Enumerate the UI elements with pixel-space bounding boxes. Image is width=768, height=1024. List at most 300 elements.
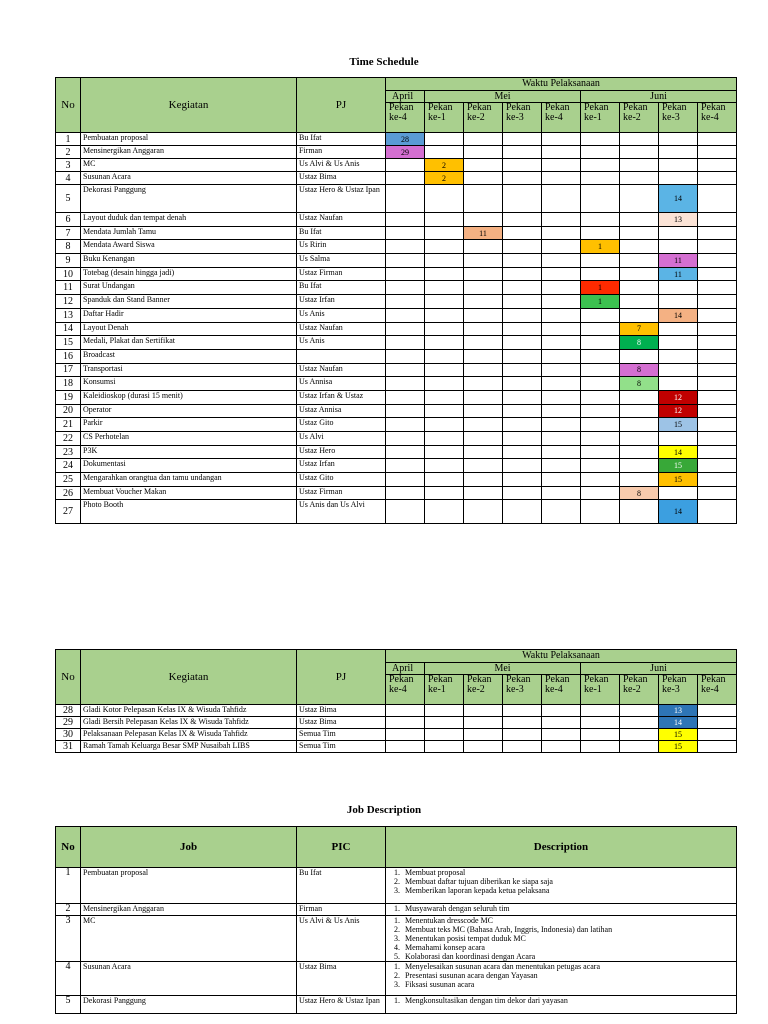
- schedule-empty-cell: [425, 267, 464, 281]
- week-header: Pekan ke-1: [425, 675, 464, 705]
- kegiatan-cell: Transportasi: [81, 363, 297, 377]
- schedule-empty-cell: [581, 133, 620, 146]
- pj-cell: Ustaz Irfan & Ustaz: [297, 390, 386, 404]
- schedule-empty-cell: [698, 336, 737, 350]
- schedule-empty-cell: [503, 500, 542, 524]
- kegiatan-cell: Parkir: [81, 418, 297, 432]
- schedule-empty-cell: [386, 473, 425, 487]
- schedule-empty-cell: [698, 185, 737, 213]
- schedule-empty-cell: [542, 717, 581, 729]
- schedule-row: [56, 377, 737, 391]
- schedule-mark: 15: [659, 473, 698, 487]
- schedule-empty-cell: [386, 418, 425, 432]
- schedule-empty-cell: [698, 500, 737, 524]
- col-header-kegiatan: Kegiatan: [81, 78, 297, 133]
- description-item: 3. Menentukan posisi tempat duduk MC: [402, 934, 736, 943]
- schedule-empty-cell: [581, 336, 620, 350]
- job-row: [56, 868, 737, 904]
- schedule-mark: 2: [425, 172, 464, 185]
- schedule-empty-cell: [620, 717, 659, 729]
- schedule-empty-cell: [503, 473, 542, 487]
- row-number: 4: [56, 172, 81, 185]
- schedule-empty-cell: [425, 717, 464, 729]
- schedule-empty-cell: [581, 418, 620, 432]
- schedule-row: [56, 240, 737, 254]
- schedule-empty-cell: [386, 729, 425, 741]
- description-item: 1. Mengkonsultasikan dengan tim dekor dari yayasan: [402, 996, 736, 1005]
- kegiatan-cell: Gladi Kotor Pelepasan Kelas IX & Wisuda Tahfidz: [81, 705, 297, 717]
- week-header: Pekan ke-3: [659, 103, 698, 133]
- schedule-empty-cell: [503, 226, 542, 240]
- schedule-empty-cell: [620, 308, 659, 322]
- schedule-row: [56, 159, 737, 172]
- schedule-empty-cell: [698, 432, 737, 446]
- schedule-empty-cell: [464, 500, 503, 524]
- schedule-empty-cell: [386, 267, 425, 281]
- schedule-empty-cell: [464, 418, 503, 432]
- schedule-row: [56, 295, 737, 309]
- schedule-empty-cell: [503, 486, 542, 500]
- col-header-pj: PJ: [297, 78, 386, 133]
- schedule-empty-cell: [542, 349, 581, 363]
- schedule-empty-cell: [464, 281, 503, 295]
- schedule-empty-cell: [698, 349, 737, 363]
- pj-cell: Us Annisa: [297, 377, 386, 391]
- week-header: Pekan ke-2: [620, 103, 659, 133]
- schedule-empty-cell: [620, 185, 659, 213]
- kegiatan-cell: CS Perhotelan: [81, 432, 297, 446]
- schedule-empty-cell: [581, 363, 620, 377]
- pj-cell: Ustaz Gito: [297, 473, 386, 487]
- schedule-empty-cell: [464, 240, 503, 254]
- schedule-row: [56, 213, 737, 227]
- schedule-row: [56, 349, 737, 363]
- schedule-empty-cell: [698, 267, 737, 281]
- schedule-empty-cell: [503, 705, 542, 717]
- schedule-row: [56, 459, 737, 473]
- pj-cell: Bu Ifat: [297, 226, 386, 240]
- schedule-empty-cell: [386, 213, 425, 227]
- schedule-empty-cell: [698, 146, 737, 159]
- description-item: 3. Memberikan laporan kepada ketua pelaksana: [402, 886, 736, 895]
- description-cell: [386, 962, 737, 996]
- description-cell: [386, 916, 737, 962]
- schedule-empty-cell: [503, 185, 542, 213]
- schedule-empty-cell: [698, 729, 737, 741]
- schedule-empty-cell: [698, 240, 737, 254]
- description-item: 1. Membuat proposal: [402, 868, 736, 877]
- schedule-empty-cell: [425, 226, 464, 240]
- schedule-empty-cell: [425, 404, 464, 418]
- pic-cell: Firman: [297, 904, 386, 916]
- schedule-empty-cell: [659, 240, 698, 254]
- kegiatan-cell: Gladi Bersih Pelepasan Kelas IX & Wisuda Tahfidz: [81, 717, 297, 729]
- row-number: 16: [56, 349, 81, 363]
- schedule-empty-cell: [620, 390, 659, 404]
- schedule-empty-cell: [503, 349, 542, 363]
- schedule-row: [56, 717, 737, 729]
- schedule-empty-cell: [386, 459, 425, 473]
- schedule-empty-cell: [698, 133, 737, 146]
- pj-cell: Us Alvi & Us Anis: [297, 159, 386, 172]
- schedule-empty-cell: [464, 432, 503, 446]
- schedule-empty-cell: [425, 322, 464, 336]
- schedule-mark: 14: [659, 445, 698, 459]
- schedule-empty-cell: [659, 295, 698, 309]
- pj-cell: Us Alvi: [297, 432, 386, 446]
- schedule-empty-cell: [620, 267, 659, 281]
- kegiatan-cell: Spanduk dan Stand Banner: [81, 295, 297, 309]
- description-list: [388, 904, 736, 913]
- col-header-no: No: [56, 650, 81, 705]
- schedule-empty-cell: [503, 267, 542, 281]
- job-row: [56, 962, 737, 996]
- schedule-empty-cell: [659, 363, 698, 377]
- schedule-empty-cell: [698, 363, 737, 377]
- row-number: 11: [56, 281, 81, 295]
- time-schedule-table-2: [55, 649, 737, 753]
- row-number: 20: [56, 404, 81, 418]
- row-number: 19: [56, 390, 81, 404]
- schedule-empty-cell: [464, 741, 503, 753]
- pic-cell: Ustaz Bima: [297, 962, 386, 996]
- week-header: Pekan ke-4: [386, 675, 425, 705]
- job-description-title: Job Description: [346, 804, 422, 816]
- job-description-table: [55, 826, 737, 1014]
- row-number: 1: [56, 868, 81, 904]
- schedule-row: [56, 281, 737, 295]
- schedule-empty-cell: [620, 146, 659, 159]
- schedule-row: [56, 226, 737, 240]
- schedule-empty-cell: [386, 185, 425, 213]
- schedule-empty-cell: [698, 295, 737, 309]
- schedule-empty-cell: [542, 377, 581, 391]
- schedule-empty-cell: [620, 213, 659, 227]
- schedule-empty-cell: [464, 185, 503, 213]
- row-number: 4: [56, 962, 81, 996]
- schedule-mark: 11: [659, 254, 698, 268]
- pj-cell: Ustaz Naufan: [297, 322, 386, 336]
- description-item: 4. Memahami konsep acara: [402, 943, 736, 952]
- schedule-empty-cell: [386, 390, 425, 404]
- row-number: 6: [56, 213, 81, 227]
- pj-cell: Us Anis dan Us Alvi: [297, 500, 386, 524]
- col-header-pj: PJ: [297, 650, 386, 705]
- schedule-empty-cell: [542, 146, 581, 159]
- row-number: 2: [56, 904, 81, 916]
- schedule-empty-cell: [425, 281, 464, 295]
- time-schedule-title: Time Schedule: [349, 56, 419, 68]
- pj-cell: Ustaz Irfan: [297, 295, 386, 309]
- job-cell: Mensinergikan Anggaran: [81, 904, 297, 916]
- week-header: Pekan ke-2: [464, 103, 503, 133]
- kegiatan-cell: Dokumentasi: [81, 459, 297, 473]
- kegiatan-cell: Mengarahkan orangtua dan tamu undangan: [81, 473, 297, 487]
- schedule-mark: 29: [386, 146, 425, 159]
- schedule-empty-cell: [620, 459, 659, 473]
- schedule-empty-cell: [425, 486, 464, 500]
- kegiatan-cell: Medali, Plakat dan Sertifikat: [81, 336, 297, 350]
- schedule-empty-cell: [542, 418, 581, 432]
- schedule-empty-cell: [698, 404, 737, 418]
- schedule-empty-cell: [464, 390, 503, 404]
- month-mei: Mei: [425, 91, 581, 103]
- schedule-empty-cell: [698, 213, 737, 227]
- schedule-mark: 14: [659, 185, 698, 213]
- kegiatan-cell: Membuat Voucher Makan: [81, 486, 297, 500]
- kegiatan-cell: MC: [81, 159, 297, 172]
- schedule-empty-cell: [425, 185, 464, 213]
- schedule-row: [56, 418, 737, 432]
- schedule-empty-cell: [542, 500, 581, 524]
- schedule-empty-cell: [386, 240, 425, 254]
- schedule-empty-cell: [386, 295, 425, 309]
- schedule-empty-cell: [698, 159, 737, 172]
- row-number: 23: [56, 445, 81, 459]
- row-number: 7: [56, 226, 81, 240]
- row-number: 30: [56, 729, 81, 741]
- col-header-description: Description: [386, 827, 737, 868]
- row-number: 10: [56, 267, 81, 281]
- pj-cell: Bu Ifat: [297, 281, 386, 295]
- schedule-empty-cell: [503, 729, 542, 741]
- schedule-empty-cell: [698, 717, 737, 729]
- pj-cell: Ustaz Gito: [297, 418, 386, 432]
- schedule-empty-cell: [542, 705, 581, 717]
- schedule-empty-cell: [620, 432, 659, 446]
- schedule-mark: 15: [659, 741, 698, 753]
- schedule-row: [56, 500, 737, 524]
- col-header-waktu-pelaksanaan: Waktu Pelaksanaan: [386, 78, 737, 91]
- col-header-job: Job: [81, 827, 297, 868]
- pj-cell: Bu Ifat: [297, 133, 386, 146]
- kegiatan-cell: Dekorasi Panggung: [81, 185, 297, 213]
- kegiatan-cell: Layout Denah: [81, 322, 297, 336]
- schedule-empty-cell: [659, 146, 698, 159]
- schedule-empty-cell: [386, 254, 425, 268]
- schedule-empty-cell: [659, 322, 698, 336]
- kegiatan-cell: Layout duduk dan tempat denah: [81, 213, 297, 227]
- schedule-empty-cell: [425, 729, 464, 741]
- schedule-empty-cell: [581, 741, 620, 753]
- kegiatan-cell: Pembuatan proposal: [81, 133, 297, 146]
- schedule-empty-cell: [581, 213, 620, 227]
- col-header-no: No: [56, 827, 81, 868]
- schedule-empty-cell: [503, 254, 542, 268]
- pj-cell: Ustaz Bima: [297, 172, 386, 185]
- row-number: 8: [56, 240, 81, 254]
- schedule-empty-cell: [425, 308, 464, 322]
- schedule-empty-cell: [581, 404, 620, 418]
- schedule-row: [56, 390, 737, 404]
- pj-cell: Us Anis: [297, 308, 386, 322]
- pj-cell: Ustaz Hero & Ustaz Ipan: [297, 185, 386, 213]
- kegiatan-cell: Susunan Acara: [81, 172, 297, 185]
- pj-cell: Ustaz Bima: [297, 705, 386, 717]
- schedule-row: [56, 336, 737, 350]
- schedule-empty-cell: [659, 226, 698, 240]
- schedule-empty-cell: [620, 404, 659, 418]
- row-number: 22: [56, 432, 81, 446]
- pj-cell: Ustaz Irfan: [297, 459, 386, 473]
- schedule-empty-cell: [386, 500, 425, 524]
- schedule-empty-cell: [542, 281, 581, 295]
- schedule-row: [56, 445, 737, 459]
- schedule-empty-cell: [425, 363, 464, 377]
- kegiatan-cell: Daftar Hadir: [81, 308, 297, 322]
- month-april: April: [386, 91, 425, 103]
- schedule-empty-cell: [386, 281, 425, 295]
- pj-cell: [297, 349, 386, 363]
- schedule-empty-cell: [464, 404, 503, 418]
- schedule-mark: 13: [659, 213, 698, 227]
- schedule-empty-cell: [698, 254, 737, 268]
- schedule-empty-cell: [659, 172, 698, 185]
- schedule-empty-cell: [581, 459, 620, 473]
- schedule-empty-cell: [503, 390, 542, 404]
- schedule-empty-cell: [581, 308, 620, 322]
- schedule-empty-cell: [464, 133, 503, 146]
- schedule-empty-cell: [542, 729, 581, 741]
- pj-cell: Ustaz Bima: [297, 717, 386, 729]
- kegiatan-cell: Broadcast: [81, 349, 297, 363]
- schedule-mark: 12: [659, 404, 698, 418]
- kegiatan-cell: Surat Undangan: [81, 281, 297, 295]
- job-cell: Susunan Acara: [81, 962, 297, 996]
- week-header: Pekan ke-4: [698, 675, 737, 705]
- schedule-empty-cell: [542, 390, 581, 404]
- schedule-mark: 14: [659, 500, 698, 524]
- week-header: Pekan ke-1: [581, 103, 620, 133]
- week-header: Pekan ke-1: [425, 103, 464, 133]
- schedule-mark: 14: [659, 308, 698, 322]
- schedule-empty-cell: [425, 473, 464, 487]
- kegiatan-cell: Totebag (desain hingga jadi): [81, 267, 297, 281]
- schedule-row: [56, 185, 737, 213]
- schedule-empty-cell: [620, 281, 659, 295]
- schedule-empty-cell: [503, 308, 542, 322]
- schedule-mark: 12: [659, 390, 698, 404]
- schedule-row: [56, 254, 737, 268]
- kegiatan-cell: Photo Booth: [81, 500, 297, 524]
- schedule-empty-cell: [503, 146, 542, 159]
- schedule-empty-cell: [620, 295, 659, 309]
- schedule-empty-cell: [542, 741, 581, 753]
- kegiatan-cell: Mendata Award Siswa: [81, 240, 297, 254]
- pj-cell: Us Anis: [297, 336, 386, 350]
- schedule-empty-cell: [503, 322, 542, 336]
- schedule-empty-cell: [659, 349, 698, 363]
- row-number: 13: [56, 308, 81, 322]
- schedule-empty-cell: [464, 322, 503, 336]
- schedule-empty-cell: [620, 418, 659, 432]
- pic-cell: Us Alvi & Us Anis: [297, 916, 386, 962]
- schedule-row: [56, 705, 737, 717]
- schedule-empty-cell: [503, 741, 542, 753]
- kegiatan-cell: Mensinergikan Anggaran: [81, 146, 297, 159]
- schedule-empty-cell: [464, 267, 503, 281]
- kegiatan-cell: Operator: [81, 404, 297, 418]
- schedule-empty-cell: [620, 729, 659, 741]
- schedule-empty-cell: [542, 322, 581, 336]
- kegiatan-cell: Konsumsi: [81, 377, 297, 391]
- schedule-empty-cell: [386, 308, 425, 322]
- schedule-mark: 7: [620, 322, 659, 336]
- schedule-empty-cell: [542, 486, 581, 500]
- schedule-empty-cell: [581, 473, 620, 487]
- schedule-empty-cell: [464, 213, 503, 227]
- row-number: 27: [56, 500, 81, 524]
- schedule-row: [56, 363, 737, 377]
- schedule-mark: 15: [659, 418, 698, 432]
- schedule-mark: 11: [464, 226, 503, 240]
- schedule-empty-cell: [620, 254, 659, 268]
- schedule-empty-cell: [542, 459, 581, 473]
- row-number: 12: [56, 295, 81, 309]
- description-item: 1. Menentukan dresscode MC: [402, 916, 736, 925]
- schedule-empty-cell: [698, 418, 737, 432]
- schedule-empty-cell: [620, 705, 659, 717]
- schedule-empty-cell: [542, 240, 581, 254]
- schedule-row: [56, 404, 737, 418]
- schedule-empty-cell: [542, 336, 581, 350]
- schedule-empty-cell: [581, 390, 620, 404]
- week-header: Pekan ke-3: [503, 103, 542, 133]
- description-list: [388, 916, 736, 961]
- schedule-empty-cell: [503, 281, 542, 295]
- schedule-empty-cell: [542, 172, 581, 185]
- row-number: 17: [56, 363, 81, 377]
- schedule-empty-cell: [581, 377, 620, 391]
- kegiatan-cell: Pelaksanaan Pelepasan Kelas IX & Wisuda Tahfidz: [81, 729, 297, 741]
- schedule-mark: 14: [659, 717, 698, 729]
- schedule-row: [56, 133, 737, 146]
- schedule-empty-cell: [620, 226, 659, 240]
- kegiatan-cell: Mendata Jumlah Tamu: [81, 226, 297, 240]
- schedule-empty-cell: [620, 159, 659, 172]
- schedule-empty-cell: [425, 213, 464, 227]
- schedule-empty-cell: [464, 705, 503, 717]
- schedule-empty-cell: [698, 308, 737, 322]
- schedule-empty-cell: [464, 349, 503, 363]
- description-item: 1. Menyelesaikan susunan acara dan menentukan petugas acara: [402, 962, 736, 971]
- schedule-empty-cell: [581, 254, 620, 268]
- description-cell: [386, 996, 737, 1014]
- schedule-empty-cell: [386, 226, 425, 240]
- col-header-pic: PIC: [297, 827, 386, 868]
- description-item: 3. Fiksasi susunan acara: [402, 980, 736, 989]
- description-item: 2. Membuat teks MC (Bahasa Arab, Inggris, Indonesia) dan latihan: [402, 925, 736, 934]
- job-cell: Dekorasi Panggung: [81, 996, 297, 1014]
- kegiatan-cell: Buku Kenangan: [81, 254, 297, 268]
- schedule-empty-cell: [659, 377, 698, 391]
- week-header: Pekan ke-4: [542, 103, 581, 133]
- schedule-row: [56, 322, 737, 336]
- schedule-empty-cell: [620, 349, 659, 363]
- description-item: 2. Presentasi susunan acara dengan Yayasan: [402, 971, 736, 980]
- schedule-empty-cell: [464, 295, 503, 309]
- kegiatan-cell: Kaleidioskop (durasi 15 menit): [81, 390, 297, 404]
- schedule-mark: 15: [659, 729, 698, 741]
- row-number: 5: [56, 185, 81, 213]
- schedule-empty-cell: [620, 240, 659, 254]
- kegiatan-cell: Ramah Tamah Keluarga Besar SMP Nusaibah LIBS: [81, 741, 297, 753]
- schedule-empty-cell: [425, 240, 464, 254]
- schedule-empty-cell: [386, 404, 425, 418]
- description-list: [388, 868, 736, 895]
- schedule-empty-cell: [698, 172, 737, 185]
- schedule-empty-cell: [581, 729, 620, 741]
